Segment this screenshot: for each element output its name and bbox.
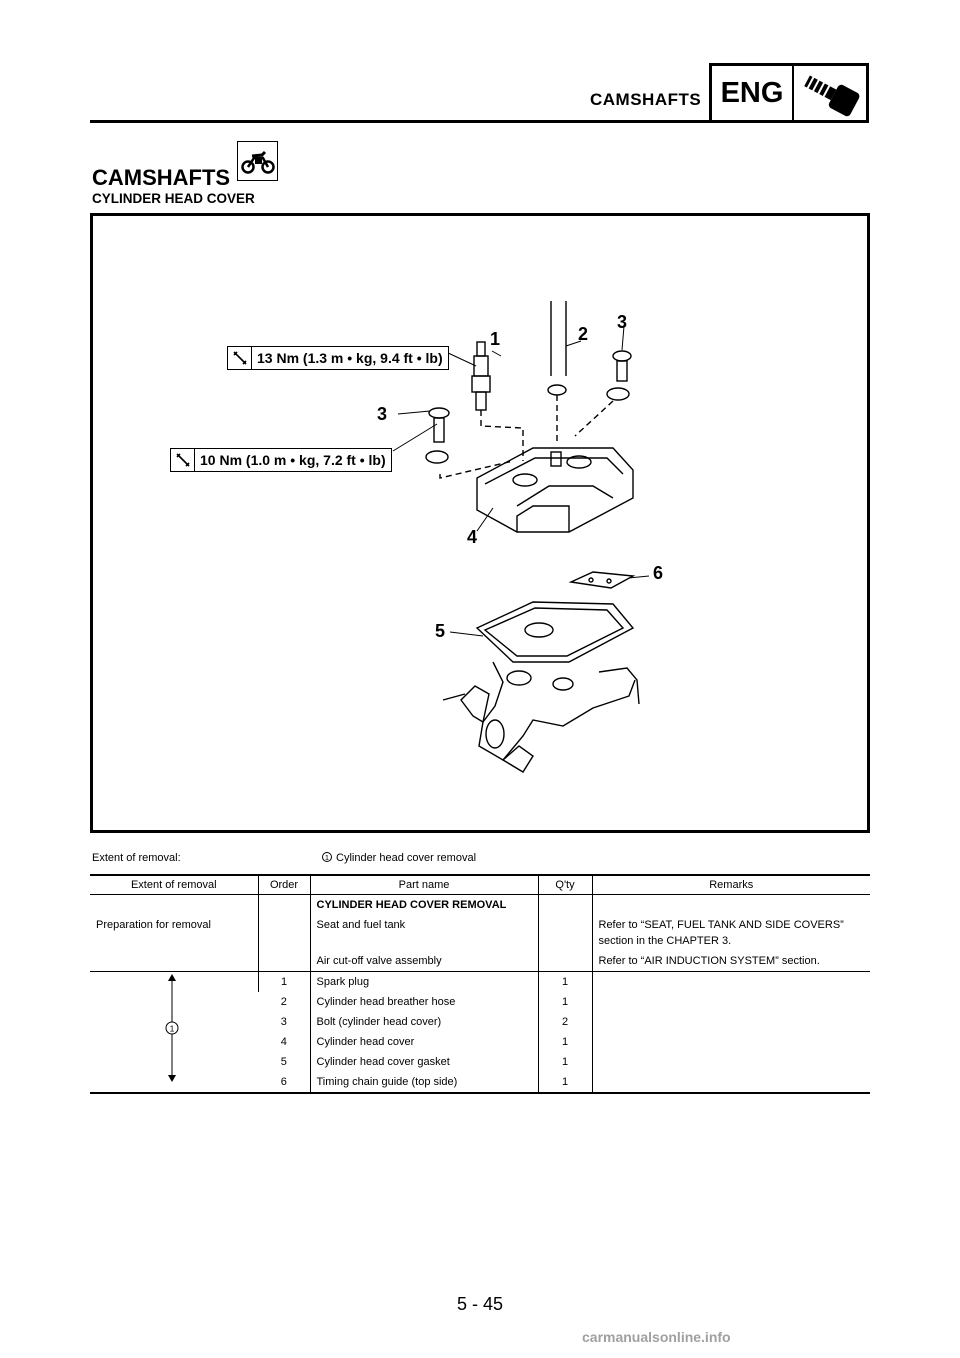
table-row (90, 915, 870, 951)
header-order: Order (258, 876, 310, 894)
page-number: 5 - 45 (456, 1294, 504, 1314)
order: 4 (280, 1035, 287, 1048)
section-title: CAMSHAFTS (92, 165, 231, 190)
subsection-title: CYLINDER HEAD COVER (92, 191, 255, 206)
remarks: Refer to “SEAT, FUEL TANK AND SIDE COVERS” section in the CHAPTER 3. (592, 915, 870, 951)
table-header-row (90, 876, 870, 894)
engine-bolt-icon (794, 66, 866, 120)
eng-label: ENG (712, 66, 794, 120)
motorcycle-icon (237, 141, 278, 181)
callout-1: 1 (490, 329, 501, 349)
table-row (90, 951, 870, 972)
order: 1 (258, 971, 310, 992)
range-arrow (96, 974, 252, 1082)
callout-3-left: 3 (377, 404, 388, 424)
order: 2 (280, 995, 287, 1008)
callout-6: 6 (653, 563, 664, 583)
callout-2: 2 (578, 324, 589, 344)
header-extent: Extent of removal (90, 876, 258, 894)
range-marker: 1 (169, 1023, 175, 1033)
header-title: CAMSHAFTS (590, 90, 702, 109)
header-part-name: Part name (310, 876, 538, 894)
callout-5: 5 (435, 621, 446, 641)
torque-wrench-icon (171, 449, 195, 471)
watermark: carmanualsonline.info (582, 1329, 731, 1345)
parts-table (90, 874, 870, 1094)
table-section-title: CYLINDER HEAD COVER REMOVAL (310, 894, 538, 915)
torque-spec-spark-plug (227, 346, 449, 370)
remarks: Refer to “AIR INDUCTION SYSTEM” section. (592, 951, 870, 972)
part-name: Timing chain guide (top side) (310, 1072, 538, 1092)
cylinder-head-cover-diagram (93, 216, 867, 830)
qty: 1 (538, 992, 592, 1012)
order: 6 (280, 1075, 287, 1088)
part-name: Bolt (cylinder head cover) (310, 1012, 538, 1032)
prep-label: Preparation for removal (96, 918, 211, 931)
table-row (90, 894, 870, 915)
torque-spec-cover-bolt (170, 448, 392, 472)
qty: 2 (538, 1012, 592, 1032)
callout-3-right: 3 (617, 312, 628, 332)
callout-4: 4 (467, 527, 478, 547)
table-row (90, 971, 870, 992)
header-rule (90, 120, 710, 123)
part-name: Air cut-off valve assembly (310, 951, 538, 972)
extent-value (322, 852, 476, 864)
order: 3 (280, 1015, 287, 1028)
torque-value-2: 10 Nm (1.0 m • kg, 7.2 ft • lb) (200, 452, 386, 468)
eng-badge (709, 63, 869, 123)
qty: 1 (538, 1052, 592, 1072)
header-qty: Q'ty (538, 876, 592, 894)
extent-value-text: Cylinder head cover removal (336, 852, 477, 864)
extent-label: Extent of removal: (92, 852, 181, 864)
part-name: Seat and fuel tank (310, 915, 538, 951)
range-indicator (90, 971, 258, 1092)
header-remarks: Remarks (592, 876, 870, 894)
part-name: Cylinder head cover gasket (310, 1052, 538, 1072)
part-name: Cylinder head cover (310, 1032, 538, 1052)
circled-number-marker: 1 (322, 852, 332, 862)
exploded-view-figure (90, 213, 870, 833)
qty: 1 (538, 971, 592, 992)
qty: 1 (538, 1032, 592, 1052)
torque-wrench-icon (228, 347, 252, 369)
part-name: Cylinder head breather hose (310, 992, 538, 1012)
part-name: Spark plug (310, 971, 538, 992)
qty: 1 (538, 1072, 592, 1092)
torque-value-1: 13 Nm (1.3 m • kg, 9.4 ft • lb) (257, 350, 443, 366)
order: 5 (280, 1055, 287, 1068)
